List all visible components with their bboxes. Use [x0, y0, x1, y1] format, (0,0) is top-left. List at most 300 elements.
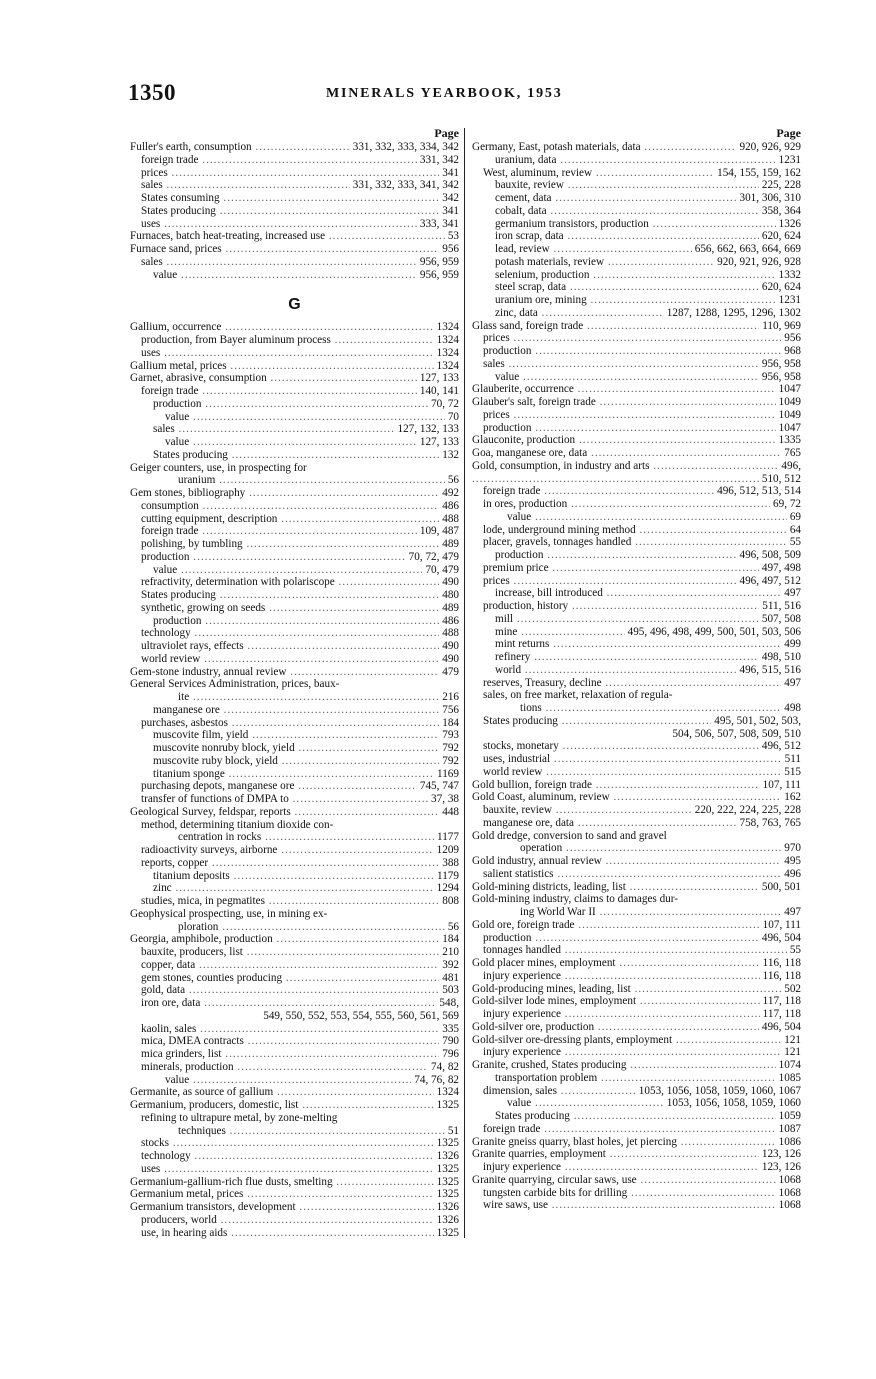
index-subentry: [130, 972, 459, 985]
entry-text: mint returns .....: [472, 638, 801, 651]
index-entry: [130, 243, 459, 256]
entry-pages: 502: [781, 983, 801, 996]
entry-text: foreign trade .....: [472, 485, 801, 498]
entry-pages: 121: [781, 1034, 801, 1047]
entry-text: world .....: [472, 664, 801, 677]
index-subentry: [472, 1097, 801, 1110]
entry-text: uranium, data .....: [472, 154, 801, 167]
entry-pages: 1053, 1056, 1058, 1059, 1060, 1067: [636, 1085, 801, 1098]
index-entry: [472, 141, 801, 154]
entry-pages: 342: [439, 192, 459, 205]
index-subentry: [130, 1010, 459, 1023]
index-subentry: [472, 932, 801, 945]
index-subentry: [130, 218, 459, 231]
index-subentry: [472, 740, 801, 753]
entry-pages: 69, 72: [770, 498, 801, 511]
index-subentry: [472, 766, 801, 779]
page-number: 1350: [128, 80, 176, 105]
entry-pages: 496, 504: [759, 1021, 801, 1034]
entry-pages: 490: [439, 640, 459, 653]
entry-text: gold, data .....: [130, 984, 459, 997]
index-subentry: [472, 409, 801, 422]
entry-pages: 745, 747: [417, 780, 459, 793]
index-entry: [472, 320, 801, 333]
entry-pages: 132: [439, 449, 459, 462]
page-column-heading: Page: [776, 126, 801, 140]
index-subentry: [130, 538, 459, 551]
entry-pages: 448: [439, 806, 459, 819]
index-entry: [472, 1148, 801, 1161]
entry-text: ultraviolet rays, effects .....: [130, 640, 459, 653]
index-subentry: [130, 615, 459, 628]
entry-pages: 116, 118: [760, 957, 801, 970]
entry-text: Germany, East, potash materials, data .....: [472, 141, 801, 154]
entry-text: placer, gravels, tonnages handled .....: [472, 536, 801, 549]
entry-text: selenium, production .....: [472, 269, 801, 282]
entry-pages: 70, 479: [422, 564, 459, 577]
entry-text: iron ore, data .....: [130, 997, 459, 1010]
entry-text: Goa, manganese ore, data .....: [472, 447, 801, 460]
index-subentry: [472, 179, 801, 192]
index-subentry: [472, 218, 801, 231]
index-subentry: [472, 269, 801, 282]
index-entry: [472, 447, 801, 460]
entry-text: reports, copper .....: [130, 857, 459, 870]
index-subentry: [472, 1110, 801, 1123]
entry-pages: 1074: [776, 1059, 801, 1072]
entry-text: technology .....: [130, 627, 459, 640]
entry-text: Gold Coast, aluminum, review .....: [472, 791, 801, 804]
entry-pages: 1294: [434, 882, 459, 895]
entry-pages: 498: [781, 702, 801, 715]
entry-pages: 331, 342: [417, 154, 459, 167]
index-subentry: [472, 1161, 801, 1174]
entry-pages: 1169: [434, 768, 459, 781]
index-subentry: [472, 677, 801, 690]
index-subentry: [130, 449, 459, 462]
entry-pages: 515: [781, 766, 801, 779]
entry-pages: 1325: [434, 1137, 459, 1150]
entry-pages: 341: [439, 205, 459, 218]
index-subentry: [130, 576, 459, 589]
entry-text: Germanium-gallium-rich flue dusts, smelting .....: [130, 1176, 459, 1189]
index-subentry: [472, 753, 801, 766]
index-entry: [472, 779, 801, 792]
entry-pages: 1324: [434, 1086, 459, 1099]
entry-text: uses, industrial .....: [472, 753, 801, 766]
index-subentry: [130, 334, 459, 347]
index-entry: [472, 460, 801, 473]
index-entry: [472, 830, 801, 843]
entry-pages: 117, 118: [760, 995, 801, 1008]
entry-pages: 1209: [434, 844, 459, 857]
entry-text: germanium transistors, production .....: [472, 218, 801, 231]
entry-text: Fuller's earth, consumption .....: [130, 141, 459, 154]
entry-text: ite .....: [130, 691, 459, 704]
entry-pages: 69: [787, 511, 801, 524]
entry-text: steel scrap, data .....: [472, 281, 801, 294]
entry-text: world review .....: [472, 766, 801, 779]
entry-pages: 127, 132, 133: [394, 423, 459, 436]
entry-pages: 503: [439, 984, 459, 997]
index-subentry: [130, 205, 459, 218]
entry-pages: 1324: [434, 334, 459, 347]
index-entry: [472, 1059, 801, 1072]
index-entry: [130, 462, 459, 475]
index-subentry: [472, 575, 801, 588]
index-subentry: [472, 715, 801, 728]
index-subentry: [472, 651, 801, 664]
entry-pages: 1324: [434, 360, 459, 373]
index-subentry: [130, 742, 459, 755]
index-entry: [472, 957, 801, 970]
entry-pages: 956, 958: [759, 358, 801, 371]
entry-text: Gallium, occurrence .....: [130, 321, 459, 334]
index-entry: [472, 855, 801, 868]
entry-text: Gold bullion, foreign trade .....: [472, 779, 801, 792]
entry-pages: 107, 111: [760, 779, 801, 792]
entry-text: producers, world .....: [130, 1214, 459, 1227]
entry-pages: 496, 504: [759, 932, 801, 945]
entry-text: foreign trade .....: [472, 1123, 801, 1136]
entry-text: manganese ore .....: [130, 704, 459, 717]
entry-pages: 216: [439, 691, 459, 704]
entry-text: uranium ore, mining .....: [472, 294, 801, 307]
entry-pages: 392: [439, 959, 459, 972]
index-subentry: [130, 997, 459, 1010]
entry-text: kaolin, sales .....: [130, 1023, 459, 1036]
entry-text: salient statistics .....: [472, 868, 801, 881]
index-subentry: [130, 780, 459, 793]
index-subentry: [130, 959, 459, 972]
entry-pages: 1335: [776, 434, 801, 447]
entry-text: transportation problem .....: [472, 1072, 801, 1085]
index-entry: [472, 995, 801, 1008]
entry-pages: 792: [439, 755, 459, 768]
entry-pages: 1086: [776, 1136, 801, 1149]
entry-text: stocks, monetary .....: [472, 740, 801, 753]
entry-text: in ores, production .....: [472, 498, 801, 511]
entry-pages: 64: [787, 524, 801, 537]
entry-text: States producing .....: [472, 1110, 801, 1123]
index-subentry: [472, 804, 801, 817]
page-column-heading: Page: [434, 126, 459, 140]
entry-pages: 55: [787, 536, 801, 549]
entry-pages: 1325: [434, 1163, 459, 1176]
entry-text: muscovite ruby block, yield .....: [130, 755, 459, 768]
entry-text: States producing .....: [130, 589, 459, 602]
entry-pages: 765: [781, 447, 801, 460]
entry-pages: 495: [781, 855, 801, 868]
index-subentry: [472, 154, 801, 167]
entry-text: value .....: [472, 511, 801, 524]
entry-pages: 1047: [776, 383, 801, 396]
entry-pages: 1179: [434, 870, 459, 883]
entry-pages: 1287, 1288, 1295, 1296, 1302: [664, 307, 801, 320]
entry-text: Gold dredge, conversion to sand and gravel: [472, 829, 667, 842]
index-entry: [472, 919, 801, 932]
entry-text: zinc .....: [130, 882, 459, 895]
index-subentry: [130, 627, 459, 640]
entry-pages: 1085: [776, 1072, 801, 1085]
entry-text: Gold placer mines, employment .....: [472, 957, 801, 970]
entry-pages: 109, 487: [417, 525, 459, 538]
entry-pages: 1049: [776, 396, 801, 409]
index-subentry: [130, 423, 459, 436]
index-subentry: [130, 179, 459, 192]
entry-text: Glauber's salt, foreign trade .....: [472, 396, 801, 409]
entry-pages: 123, 126: [759, 1148, 801, 1161]
index-entry: [472, 396, 801, 409]
index-entry: [472, 1034, 801, 1047]
entry-text: ing World War II .....: [472, 906, 801, 919]
entry-text: production, from Bayer aluminum process .....: [130, 334, 459, 347]
entry-pages: 956, 959: [417, 256, 459, 269]
index-subentry: [130, 819, 459, 832]
entry-pages: 127, 133: [417, 436, 459, 449]
entry-text: sales, on free market, relaxation of regula-: [483, 689, 673, 702]
entry-pages: 793: [439, 729, 459, 742]
index-subentry: [472, 307, 801, 320]
entry-pages: 1324: [434, 321, 459, 334]
entry-text: Granite quarries, employment .....: [472, 1148, 801, 1161]
index-subentry: [130, 831, 459, 844]
index-subentry: [472, 562, 801, 575]
entry-pages: 53: [445, 230, 459, 243]
index-entry: [472, 1174, 801, 1187]
entry-text: prices .....: [472, 575, 801, 588]
running-title: MINERALS YEARBOOK, 1953: [326, 86, 563, 101]
entry-pages: 486: [439, 615, 459, 628]
entry-text: lead, review .....: [472, 243, 801, 256]
entry-pages: 496, 515, 516: [736, 664, 801, 677]
entry-text: bauxite, producers, list .....: [130, 946, 459, 959]
entry-text: use, in hearing aids .....: [130, 1227, 459, 1240]
entry-pages: 488: [439, 627, 459, 640]
entry-text: value .....: [130, 269, 459, 282]
entry-pages: 117, 118: [760, 1008, 801, 1021]
entry-text: Granite, crushed, States producing .....: [472, 1059, 801, 1072]
index-subentry: [130, 1035, 459, 1048]
index-subentry: [130, 1112, 459, 1125]
entry-pages: 341: [439, 167, 459, 180]
index-subentry: [472, 549, 801, 562]
index-subentry: [472, 944, 801, 957]
entry-pages: 74, 76, 82: [411, 1074, 459, 1087]
entry-pages: 490: [439, 653, 459, 666]
entry-pages: 496,: [778, 460, 801, 473]
entry-text: States producing .....: [130, 205, 459, 218]
index-subentry: [130, 882, 459, 895]
entry-pages: 1324: [434, 347, 459, 360]
entry-text: foreign trade .....: [130, 154, 459, 167]
entry-text: potash materials, review .....: [472, 256, 801, 269]
entry-text: injury experience .....: [472, 1046, 801, 1059]
index-entry: [130, 487, 459, 500]
entry-pages: 1068: [776, 1174, 801, 1187]
entry-pages: 548,: [436, 997, 459, 1010]
entry-pages: 1326: [434, 1214, 459, 1227]
entry-text: operation .....: [472, 842, 801, 855]
entry-text: mica, DMEA contracts .....: [130, 1035, 459, 1048]
entry-pages: 497, 498: [759, 562, 801, 575]
entry-text: Geological Survey, feldspar, reports .....: [130, 806, 459, 819]
entry-text: refractivity, determination with polariscope .....: [130, 576, 459, 589]
entry-pages: 796: [439, 1048, 459, 1061]
entry-pages: 116, 118: [760, 970, 801, 983]
entry-text: Gallium metal, prices .....: [130, 360, 459, 373]
entry-text: purchases, asbestos .....: [130, 717, 459, 730]
index-subentry: [130, 755, 459, 768]
index-entry: [130, 908, 459, 921]
entry-text: titanium sponge .....: [130, 768, 459, 781]
entry-pages: 333, 341: [417, 218, 459, 231]
entry-text: world review .....: [130, 653, 459, 666]
entry-text: cutting equipment, description .....: [130, 513, 459, 526]
entry-text: refinery .....: [472, 651, 801, 664]
index-subentry: [130, 1061, 459, 1074]
entry-text: dimension, sales .....: [472, 1085, 801, 1098]
entry-pages: 358, 364: [759, 205, 801, 218]
index-subentry: [130, 653, 459, 666]
entry-pages: 956, 958: [759, 371, 801, 384]
index-subentry: [130, 500, 459, 513]
entry-pages: 331, 332, 333, 334, 342: [350, 141, 459, 154]
entry-text: Gem stones, bibliography .....: [130, 487, 459, 500]
index-subentry: [472, 689, 801, 702]
entry-text: 504, 506, 507, 508, 509, 510: [672, 727, 801, 740]
index-subentry: [472, 345, 801, 358]
entry-pages: 497: [781, 677, 801, 690]
index-subentry: [130, 844, 459, 857]
entry-text: value .....: [472, 1097, 801, 1110]
entry-text: sales .....: [130, 256, 459, 269]
entry-text: Geophysical prospecting, use, in mining ex-: [130, 907, 328, 920]
entry-text: production .....: [472, 549, 801, 562]
entry-text: sales .....: [130, 179, 459, 192]
entry-pages: 792: [439, 742, 459, 755]
index-subentry: [472, 1085, 801, 1098]
entry-pages: 1325: [434, 1099, 459, 1112]
entry-pages: 388: [439, 857, 459, 870]
entry-pages: 1068: [776, 1199, 801, 1212]
entry-text: studies, mica, in pegmatites .....: [130, 895, 459, 908]
index-subentry: [472, 613, 801, 626]
entry-text: consumption .....: [130, 500, 459, 513]
index-subentry: [472, 511, 801, 524]
section-letter: G: [288, 296, 301, 314]
index-subentry: [472, 1046, 801, 1059]
entry-text: General Services Administration, prices, baux-: [130, 678, 340, 691]
index-entry: [130, 1188, 459, 1201]
entry-text: sales .....: [472, 358, 801, 371]
index-subentry: [472, 1187, 801, 1200]
index-entry: [472, 791, 801, 804]
index-entry: [130, 933, 459, 946]
entry-text: value .....: [130, 411, 459, 424]
entry-pages: 920, 926, 929: [736, 141, 801, 154]
entry-text: ploration .....: [130, 921, 459, 934]
entry-text: value .....: [130, 1074, 459, 1087]
index-entry: [130, 141, 459, 154]
index-subentry: [130, 602, 459, 615]
entry-text: manganese ore, data .....: [472, 817, 801, 830]
index-entry: [472, 473, 801, 486]
entry-pages: 495, 496, 498, 499, 500, 501, 503, 506: [625, 626, 801, 639]
entry-pages: 490: [439, 576, 459, 589]
entry-pages: 1049: [776, 409, 801, 422]
entry-pages: 162: [781, 791, 801, 804]
entry-text: cobalt, data .....: [472, 205, 801, 218]
entry-pages: 500, 501: [759, 881, 801, 894]
entry-pages: 489: [439, 538, 459, 551]
entry-pages: 1325: [434, 1227, 459, 1240]
index-subentry: [130, 411, 459, 424]
index-subentry: [130, 1163, 459, 1176]
entry-pages: 498, 510: [759, 651, 801, 664]
entry-text: production .....: [472, 422, 801, 435]
index-subentry: [472, 498, 801, 511]
entry-text: tungsten carbide bits for drilling .....: [472, 1187, 801, 1200]
entry-text: 549, 550, 552, 553, 554, 555, 560, 561, 569: [263, 1009, 459, 1022]
index-entry: [472, 1136, 801, 1149]
index-subentry: [130, 398, 459, 411]
index-subentry: [472, 205, 801, 218]
entry-text: bauxite, review .....: [472, 179, 801, 192]
entry-pages: 1326: [776, 218, 801, 231]
index-entry: [472, 434, 801, 447]
entry-text: value .....: [472, 371, 801, 384]
entry-text: bauxite, review .....: [472, 804, 801, 817]
entry-pages: 497: [781, 587, 801, 600]
entry-pages: 225, 228: [759, 179, 801, 192]
index-subentry: [472, 600, 801, 613]
index-subentry: [130, 564, 459, 577]
entry-pages: 184: [439, 717, 459, 730]
entry-text: Gold-producing mines, leading, list .....: [472, 983, 801, 996]
entry-text: refining to ultrapure metal, by zone-melting: [141, 1111, 338, 1124]
entry-text: stocks .....: [130, 1137, 459, 1150]
index-subentry: [472, 192, 801, 205]
entry-pages: 74, 82: [428, 1061, 459, 1074]
entry-text: prices .....: [472, 332, 801, 345]
entry-text: Furnace sand, prices .....: [130, 243, 459, 256]
index-subentry: [472, 842, 801, 855]
index-subentry: [472, 1199, 801, 1212]
entry-pages: 1326: [434, 1201, 459, 1214]
entry-pages: 620, 624: [759, 281, 801, 294]
entry-text: Glauberite, occurrence .....: [472, 383, 801, 396]
index-entry: [472, 881, 801, 894]
entry-text: Garnet, abrasive, consumption .....: [130, 372, 459, 385]
index-subentry: [130, 551, 459, 564]
index-subentry: [130, 984, 459, 997]
entry-text: foreign trade .....: [130, 525, 459, 538]
entry-pages: 1177: [434, 831, 459, 844]
index-subentry: [130, 269, 459, 282]
index-subentry: [130, 1137, 459, 1150]
entry-pages: 1231: [776, 154, 801, 167]
entry-pages: 107, 111: [760, 919, 801, 932]
index-subentry: [130, 1023, 459, 1036]
entry-text: muscovite nonruby block, yield .....: [130, 742, 459, 755]
entry-pages: 511, 516: [759, 600, 801, 613]
entry-text: Germanium metal, prices .....: [130, 1188, 459, 1201]
entry-text: titanium deposits .....: [130, 870, 459, 883]
entry-pages: 496, 508, 509: [736, 549, 801, 562]
entry-text: radioactivity surveys, airborne .....: [130, 844, 459, 857]
entry-text: Gold industry, annual review .....: [472, 855, 801, 868]
